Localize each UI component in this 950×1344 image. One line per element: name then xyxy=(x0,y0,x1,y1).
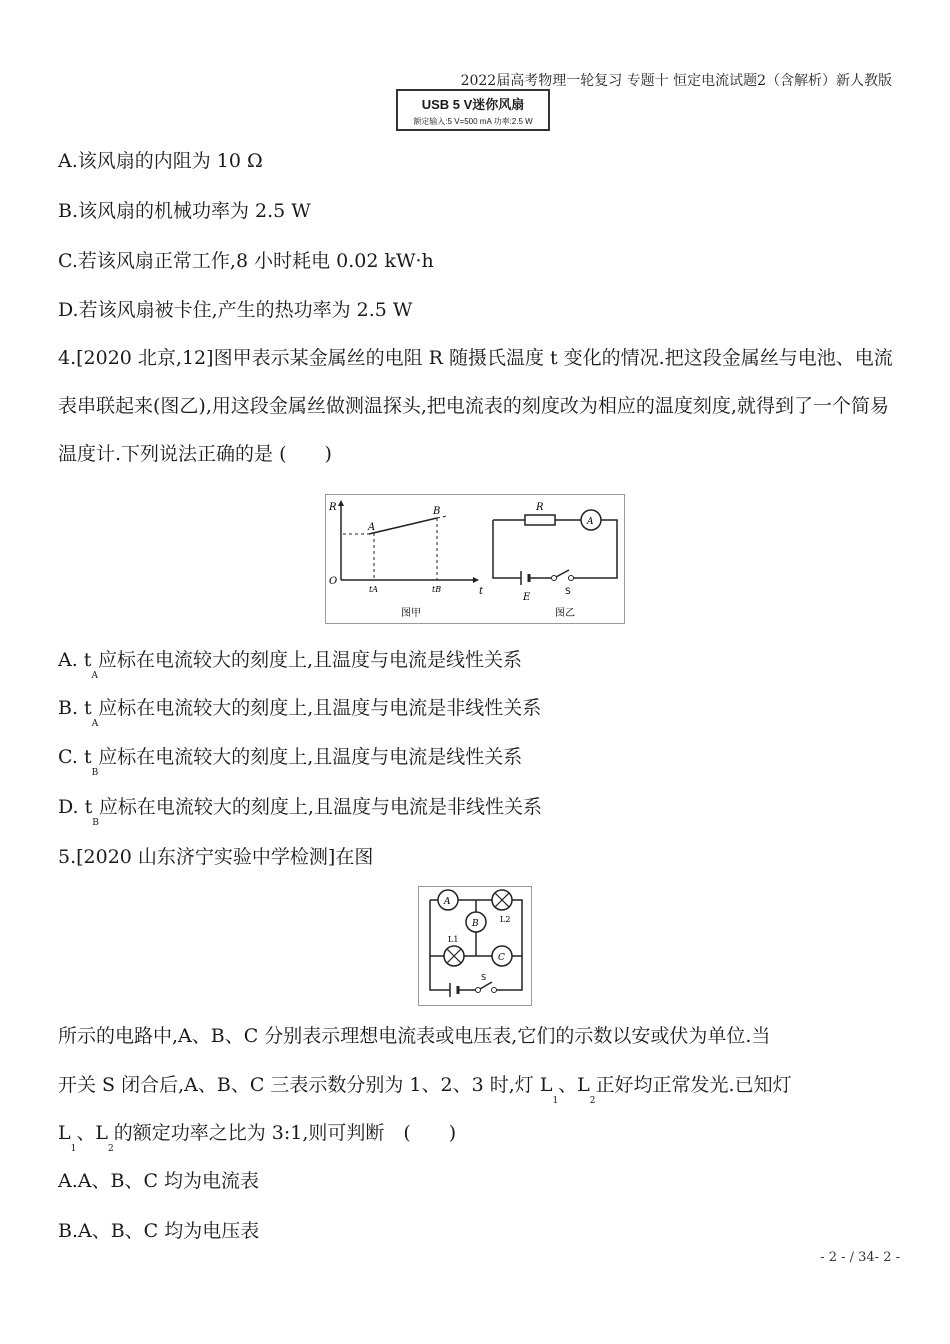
meter-b-label: B xyxy=(472,919,479,929)
q5-switch-label: S xyxy=(481,973,487,982)
lamp-l2-label: L2 xyxy=(500,915,511,924)
q4-option-d: D. $t_B$应标在电流较大的刻度上,且温度与电流是非线性关系 xyxy=(58,796,542,828)
meter-c-label: C xyxy=(498,953,505,963)
circuit-switch-label: S xyxy=(565,587,571,597)
q5-figure xyxy=(418,886,532,1006)
fan-label-title: USB 5 V迷你风扇 xyxy=(421,97,525,112)
graph-point-a: A xyxy=(368,522,376,533)
switch-symbol xyxy=(556,570,569,577)
q4-option-a: A. $t_A$应标在电流较大的刻度上,且温度与电流是线性关系 xyxy=(58,649,522,681)
q4-option-c: C. $t_B$应标在电流较大的刻度上,且温度与电流是线性关系 xyxy=(58,746,523,778)
q5-option-b: B.A、B、C 均为电压表 xyxy=(58,1220,260,1242)
graph-tick-ta: tA xyxy=(369,585,378,594)
q5-switch-symbol xyxy=(480,982,492,989)
q4-option-b: B. $t_A$应标在电流较大的刻度上,且温度与电流是非线性关系 xyxy=(58,697,542,729)
q5-stem-start: 5.[2020 山东济宁实验中学检测]在图 xyxy=(58,846,374,868)
q3-option-c: C.若该风扇正常工作,8 小时耗电 0.02 kW·h xyxy=(58,250,434,272)
graph-y-label: R xyxy=(329,502,337,513)
circuit-resistor-label: R xyxy=(536,502,544,513)
q3-option-b: B.该风扇的机械功率为 2.5 W xyxy=(58,200,311,222)
graph-origin: O xyxy=(329,576,338,587)
page-footer: - 2 - / 34- 2 - xyxy=(820,1250,900,1265)
q3-option-a: A.该风扇的内阻为 10 Ω xyxy=(58,150,263,172)
graph-tick-tb: tB xyxy=(432,585,442,594)
q3-option-d: D.若该风扇被卡住,产生的热功率为 2.5 W xyxy=(58,299,413,321)
graph-point-b: B xyxy=(433,506,441,517)
q5-option-a: A.A、B、C 均为电流表 xyxy=(58,1170,260,1192)
circuit-ammeter-label: A xyxy=(587,517,594,527)
q5-line3: $L_1$、$L_2$的额定功率之比为 3:1,则可判断 ( ) xyxy=(58,1122,457,1154)
graph-x-label: t xyxy=(479,586,484,597)
graph-r-line xyxy=(369,518,437,534)
q5-line1: 所示的电路中,A、B、C 分别表示理想电流表或电压表,它们的示数以安或伏为单位.当 xyxy=(58,1025,771,1047)
fan-label-spec: 额定输入:5 V=500 mA 功率:2.5 W xyxy=(413,117,533,126)
graph-caption: 图甲 xyxy=(401,608,421,619)
q5-line2: 开关 S 闭合后,A、B、C 三表示数分别为 1、2、3 时,灯 $L_1$、$L_2$正好均正常发光.已知灯 xyxy=(58,1074,792,1106)
resistor-symbol xyxy=(525,515,555,525)
circuit-battery-label: E xyxy=(523,592,531,603)
fan-label-image xyxy=(396,89,550,131)
lamp-l1-label: L1 xyxy=(448,935,459,944)
circuit-caption: 图乙 xyxy=(555,608,575,619)
meter-a-label: A xyxy=(444,897,451,907)
page-header: 2022届高考物理一轮复习 专题十 恒定电流试题2（含解析）新人教版 xyxy=(460,73,892,89)
q4-stem: 4.[2020 北京,12]图甲表示某金属丝的电阻 R 随摄氏温度 t 变化的情况.把这段金属丝与电池、电流表串联起来(图乙),用这段金属丝做测温探头,把电流表的刻度改为相应的温度刻度,就得到了一个简易温度计.下列说法正确的是 ( ) xyxy=(58,347,893,465)
q4-figure xyxy=(325,494,625,624)
